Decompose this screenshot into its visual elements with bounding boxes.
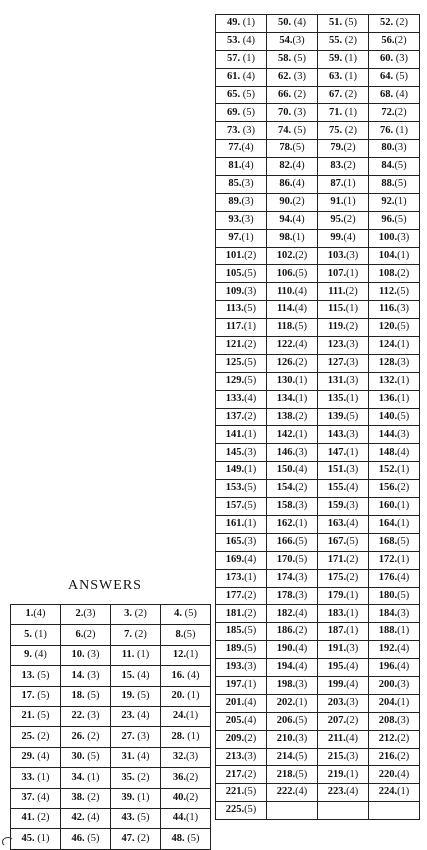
table-row bbox=[216, 140, 420, 158]
answer-cell: 43. (5) bbox=[111, 808, 161, 828]
answer-cell: 22. (3) bbox=[61, 706, 111, 726]
answer-table-right bbox=[215, 14, 420, 820]
table-row bbox=[216, 515, 420, 533]
answer-cell: 207.(2) bbox=[318, 712, 369, 730]
answer-cell: 79.(2) bbox=[318, 140, 369, 158]
table-row bbox=[11, 747, 211, 767]
answer-cell: 64. (5) bbox=[369, 68, 420, 86]
answer-cell: 162.(1) bbox=[267, 515, 318, 533]
answer-cell: 16. (4) bbox=[161, 666, 211, 686]
answer-cell: 176.(4) bbox=[369, 569, 420, 587]
answer-cell: 103.(3) bbox=[318, 247, 369, 265]
answer-cell: 152.(1) bbox=[369, 462, 420, 480]
answer-cell: 19. (5) bbox=[111, 686, 161, 706]
answer-cell: 99.(4) bbox=[318, 229, 369, 247]
table-row bbox=[216, 158, 420, 176]
answer-cell: 181.(2) bbox=[216, 605, 267, 623]
answer-cell: 4. (5) bbox=[161, 605, 211, 625]
table-row bbox=[216, 301, 420, 319]
answer-cell: 86.(4) bbox=[267, 176, 318, 194]
table-row bbox=[216, 569, 420, 587]
answer-cell: 193.(3) bbox=[216, 659, 267, 677]
answer-cell: 70. (3) bbox=[267, 104, 318, 122]
answer-cell: 6.(2) bbox=[61, 625, 111, 645]
answer-cell: 10. (3) bbox=[61, 645, 111, 665]
table-row bbox=[216, 86, 420, 104]
answer-cell: 50. (4) bbox=[267, 15, 318, 33]
answer-cell: 35. (2) bbox=[111, 768, 161, 788]
table-row bbox=[216, 247, 420, 265]
answer-cell: 218.(5) bbox=[267, 766, 318, 784]
answer-cell: 165.(3) bbox=[216, 533, 267, 551]
answer-cell: 85.(3) bbox=[216, 176, 267, 194]
answer-cell: 214.(5) bbox=[267, 748, 318, 766]
answer-cell: 117.(1) bbox=[216, 319, 267, 337]
answer-cell: 180.(5) bbox=[369, 587, 420, 605]
answer-cell: 38. (2) bbox=[61, 788, 111, 808]
answer-cell: 69. (5) bbox=[216, 104, 267, 122]
answer-cell: 154.(2) bbox=[267, 480, 318, 498]
answer-cell: 145.(3) bbox=[216, 444, 267, 462]
table-row bbox=[216, 676, 420, 694]
answer-cell: 34. (1) bbox=[61, 768, 111, 788]
answer-cell: 59. (1) bbox=[318, 50, 369, 68]
answer-cell: 26. (2) bbox=[61, 727, 111, 747]
answer-cell: 23. (4) bbox=[111, 706, 161, 726]
answer-cell: 17. (5) bbox=[11, 686, 61, 706]
answer-cell: 157.(5) bbox=[216, 498, 267, 516]
table-row bbox=[216, 176, 420, 194]
answer-cell: 11. (1) bbox=[111, 645, 161, 665]
answer-cell: 29. (4) bbox=[11, 747, 61, 767]
answer-cell: 178.(3) bbox=[267, 587, 318, 605]
answer-cell: 1.(4) bbox=[11, 605, 61, 625]
answer-cell: 94.(4) bbox=[267, 211, 318, 229]
answer-cell: 121.(2) bbox=[216, 337, 267, 355]
answer-cell: 126.(2) bbox=[267, 354, 318, 372]
answer-cell: 196.(4) bbox=[369, 659, 420, 677]
answer-cell: 116.(3) bbox=[369, 301, 420, 319]
answer-cell: 40.(2) bbox=[161, 788, 211, 808]
answer-cell: 149.(1) bbox=[216, 462, 267, 480]
table-row bbox=[216, 694, 420, 712]
answer-cell: 153.(5) bbox=[216, 480, 267, 498]
answer-cell: 186.(2) bbox=[267, 623, 318, 641]
answer-cell: 195.(4) bbox=[318, 659, 369, 677]
answer-cell: 39. (1) bbox=[111, 788, 161, 808]
answer-cell: 206.(5) bbox=[267, 712, 318, 730]
answer-cell: 213.(3) bbox=[216, 748, 267, 766]
answer-cell: 155.(4) bbox=[318, 480, 369, 498]
table-row bbox=[216, 462, 420, 480]
answer-cell: 65. (5) bbox=[216, 86, 267, 104]
table-row bbox=[216, 122, 420, 140]
answer-cell: 125.(5) bbox=[216, 354, 267, 372]
table-row bbox=[216, 283, 420, 301]
answer-cell: 118.(5) bbox=[267, 319, 318, 337]
answer-cell: 44.(1) bbox=[161, 808, 211, 828]
answer-cell: 119.(2) bbox=[318, 319, 369, 337]
answer-cell: 92.(1) bbox=[369, 193, 420, 211]
answer-cell: 15. (4) bbox=[111, 666, 161, 686]
answer-cell: 217.(2) bbox=[216, 766, 267, 784]
answer-cell: 170.(5) bbox=[267, 551, 318, 569]
answer-cell: 82.(4) bbox=[267, 158, 318, 176]
answer-cell: 102.(2) bbox=[267, 247, 318, 265]
table-row bbox=[216, 480, 420, 498]
answer-cell: 150.(4) bbox=[267, 462, 318, 480]
table-row bbox=[216, 605, 420, 623]
answer-cell: 108.(2) bbox=[369, 265, 420, 283]
answer-cell: 46. (5) bbox=[61, 829, 111, 849]
answer-cell: 171.(2) bbox=[318, 551, 369, 569]
table-row bbox=[11, 829, 211, 849]
answer-cell: 166.(5) bbox=[267, 533, 318, 551]
table-row bbox=[216, 193, 420, 211]
answer-cell: 205.(4) bbox=[216, 712, 267, 730]
answer-cell: 62. (3) bbox=[267, 68, 318, 86]
answer-cell: 199.(4) bbox=[318, 676, 369, 694]
answer-cell: 71. (1) bbox=[318, 104, 369, 122]
table-row bbox=[216, 229, 420, 247]
table-row bbox=[216, 802, 420, 820]
answer-cell: 122.(4) bbox=[267, 337, 318, 355]
answer-cell: 13. (5) bbox=[11, 666, 61, 686]
answer-cell: 58. (5) bbox=[267, 50, 318, 68]
answer-cell: 81.(4) bbox=[216, 158, 267, 176]
answer-cell: 24.(1) bbox=[161, 706, 211, 726]
table-row bbox=[216, 337, 420, 355]
answer-cell: 164.(1) bbox=[369, 515, 420, 533]
answer-cell: 202.(1) bbox=[267, 694, 318, 712]
answer-cell: 90.(2) bbox=[267, 193, 318, 211]
answer-cell: 77.(4) bbox=[216, 140, 267, 158]
table-row bbox=[11, 768, 211, 788]
answer-cell: 184.(3) bbox=[369, 605, 420, 623]
table-row bbox=[216, 32, 420, 50]
answer-cell: 113.(5) bbox=[216, 301, 267, 319]
answer-cell: 132.(1) bbox=[369, 372, 420, 390]
answer-cell: 21. (5) bbox=[11, 706, 61, 726]
answer-cell: 95.(2) bbox=[318, 211, 369, 229]
table-row bbox=[216, 319, 420, 337]
answer-cell: 142.(1) bbox=[267, 426, 318, 444]
answer-cell: 31. (4) bbox=[111, 747, 161, 767]
answer-cell: 68. (4) bbox=[369, 86, 420, 104]
answer-cell: 135.(1) bbox=[318, 390, 369, 408]
answer-cell: 187.(1) bbox=[318, 623, 369, 641]
answer-cell: 216.(2) bbox=[369, 748, 420, 766]
answer-cell: 211.(4) bbox=[318, 730, 369, 748]
answer-cell: 91.(1) bbox=[318, 193, 369, 211]
answer-cell: 55. (2) bbox=[318, 32, 369, 50]
table-row bbox=[216, 50, 420, 68]
answer-cell: 42. (4) bbox=[61, 808, 111, 828]
answer-cell: 137.(2) bbox=[216, 408, 267, 426]
answer-cell: 36.(2) bbox=[161, 768, 211, 788]
answer-cell: 133.(4) bbox=[216, 390, 267, 408]
answer-cell: 63. (1) bbox=[318, 68, 369, 86]
answer-cell: 49. (1) bbox=[216, 15, 267, 33]
answer-cell: 51. (5) bbox=[318, 15, 369, 33]
answer-cell: 168.(5) bbox=[369, 533, 420, 551]
answer-cell: 33. (1) bbox=[11, 768, 61, 788]
answer-cell: 18. (5) bbox=[61, 686, 111, 706]
table-row bbox=[216, 408, 420, 426]
answer-cell: 203.(3) bbox=[318, 694, 369, 712]
answer-cell: 182.(4) bbox=[267, 605, 318, 623]
answer-cell: 192.(4) bbox=[369, 641, 420, 659]
answer-cell: 105.(5) bbox=[216, 265, 267, 283]
answer-cell: 189.(5) bbox=[216, 641, 267, 659]
answer-cell: 96.(5) bbox=[369, 211, 420, 229]
answer-table-left bbox=[10, 604, 211, 850]
answer-cell: 78.(5) bbox=[267, 140, 318, 158]
answer-cell: 151.(3) bbox=[318, 462, 369, 480]
answer-cell: 41. (2) bbox=[11, 808, 61, 828]
answer-cell: 37. (4) bbox=[11, 788, 61, 808]
answer-cell: 169.(4) bbox=[216, 551, 267, 569]
table-row bbox=[216, 766, 420, 784]
answer-cell: 74. (5) bbox=[267, 122, 318, 140]
answer-cell: 177.(2) bbox=[216, 587, 267, 605]
answer-cell: 225.(5) bbox=[216, 802, 267, 820]
answer-cell: 45. (1) bbox=[11, 829, 61, 849]
answer-cell: 136.(1) bbox=[369, 390, 420, 408]
answer-cell: 67. (2) bbox=[318, 86, 369, 104]
answer-cell: 130.(1) bbox=[267, 372, 318, 390]
answer-cell: 188.(1) bbox=[369, 623, 420, 641]
answer-cell: 200.(3) bbox=[369, 676, 420, 694]
answer-cell: 140.(5) bbox=[369, 408, 420, 426]
answer-cell: 197.(1) bbox=[216, 676, 267, 694]
table-row bbox=[216, 784, 420, 802]
table-row bbox=[216, 659, 420, 677]
answer-cell: 2.(3) bbox=[61, 605, 111, 625]
answer-cell: 9. (4) bbox=[11, 645, 61, 665]
table-row bbox=[216, 211, 420, 229]
answer-cell: 160.(1) bbox=[369, 498, 420, 516]
table-row bbox=[11, 808, 211, 828]
table-row bbox=[216, 730, 420, 748]
table-row bbox=[216, 68, 420, 86]
answer-cell: 66. (2) bbox=[267, 86, 318, 104]
answer-cell: 190.(4) bbox=[267, 641, 318, 659]
answer-cell: 124.(1) bbox=[369, 337, 420, 355]
answer-cell: 139.(5) bbox=[318, 408, 369, 426]
answer-cell: 224.(1) bbox=[369, 784, 420, 802]
answer-cell: 98.(1) bbox=[267, 229, 318, 247]
answer-cell: 138.(2) bbox=[267, 408, 318, 426]
answer-cell: 175.(2) bbox=[318, 569, 369, 587]
answer-cell: 100.(3) bbox=[369, 229, 420, 247]
answer-cell: 143.(3) bbox=[318, 426, 369, 444]
answer-cell: 215.(3) bbox=[318, 748, 369, 766]
answer-cell: 185.(5) bbox=[216, 623, 267, 641]
answer-cell: 53. (4) bbox=[216, 32, 267, 50]
table-row bbox=[216, 748, 420, 766]
answer-cell: 127.(3) bbox=[318, 354, 369, 372]
answer-cell: 158.(3) bbox=[267, 498, 318, 516]
answer-cell: 112.(5) bbox=[369, 283, 420, 301]
answer-cell: 210.(3) bbox=[267, 730, 318, 748]
answer-cell: 87.(1) bbox=[318, 176, 369, 194]
answer-cell: 131.(3) bbox=[318, 372, 369, 390]
table-row bbox=[11, 727, 211, 747]
table-row bbox=[11, 686, 211, 706]
answer-cell: 14. (3) bbox=[61, 666, 111, 686]
table-row bbox=[11, 625, 211, 645]
answer-cell: 20. (1) bbox=[161, 686, 211, 706]
answers-heading: ANSWERS bbox=[68, 578, 142, 593]
answer-cell: 52. (2) bbox=[369, 15, 420, 33]
answer-cell: 123.(3) bbox=[318, 337, 369, 355]
answer-cell: 104.(1) bbox=[369, 247, 420, 265]
table-row bbox=[216, 551, 420, 569]
answer-cell: 222.(4) bbox=[267, 784, 318, 802]
answer-cell: 97.(1) bbox=[216, 229, 267, 247]
answer-cell: 201.(4) bbox=[216, 694, 267, 712]
answer-cell: 30. (5) bbox=[61, 747, 111, 767]
answer-cell bbox=[267, 802, 318, 820]
answer-cell: 12.(1) bbox=[161, 645, 211, 665]
table-row bbox=[216, 15, 420, 33]
answer-cell: 61. (4) bbox=[216, 68, 267, 86]
answer-cell: 72.(2) bbox=[369, 104, 420, 122]
table-row bbox=[216, 390, 420, 408]
answer-cell: 147.(1) bbox=[318, 444, 369, 462]
answer-cell: 83.(2) bbox=[318, 158, 369, 176]
answer-cell: 88.(5) bbox=[369, 176, 420, 194]
answer-cell: 161.(1) bbox=[216, 515, 267, 533]
answer-cell: 114.(4) bbox=[267, 301, 318, 319]
answer-cell: 8.(5) bbox=[161, 625, 211, 645]
answer-cell: 191.(3) bbox=[318, 641, 369, 659]
table-row bbox=[216, 623, 420, 641]
answer-cell: 80.(3) bbox=[369, 140, 420, 158]
answer-cell: 129.(5) bbox=[216, 372, 267, 390]
answer-cell: 115.(1) bbox=[318, 301, 369, 319]
answer-cell: 7. (2) bbox=[111, 625, 161, 645]
answer-cell: 220.(4) bbox=[369, 766, 420, 784]
answer-cell: 84.(5) bbox=[369, 158, 420, 176]
answer-cell: 219.(1) bbox=[318, 766, 369, 784]
table-row bbox=[216, 444, 420, 462]
table-row bbox=[216, 587, 420, 605]
answer-cell: 109.(3) bbox=[216, 283, 267, 301]
page-corner-mark bbox=[2, 837, 14, 847]
answer-cell: 106.(5) bbox=[267, 265, 318, 283]
answer-cell: 101.(2) bbox=[216, 247, 267, 265]
answer-cell: 73. (3) bbox=[216, 122, 267, 140]
answer-cell: 146.(3) bbox=[267, 444, 318, 462]
answer-cell: 5. (1) bbox=[11, 625, 61, 645]
table-row bbox=[216, 641, 420, 659]
answer-cell: 148.(4) bbox=[369, 444, 420, 462]
answer-cell: 48. (5) bbox=[161, 829, 211, 849]
answer-cell: 134.(1) bbox=[267, 390, 318, 408]
answer-cell: 144.(3) bbox=[369, 426, 420, 444]
table-row bbox=[216, 354, 420, 372]
answer-cell: 204.(1) bbox=[369, 694, 420, 712]
answer-cell: 198.(3) bbox=[267, 676, 318, 694]
answer-cell: 25. (2) bbox=[11, 727, 61, 747]
answer-cell: 110.(4) bbox=[267, 283, 318, 301]
answer-cell: 57. (1) bbox=[216, 50, 267, 68]
answer-cell: 89.(3) bbox=[216, 193, 267, 211]
answer-cell: 120.(5) bbox=[369, 319, 420, 337]
table-row bbox=[11, 605, 211, 625]
table-row bbox=[216, 104, 420, 122]
table-row bbox=[216, 533, 420, 551]
answer-cell: 173.(1) bbox=[216, 569, 267, 587]
answer-cell: 163.(4) bbox=[318, 515, 369, 533]
answer-cell: 172.(1) bbox=[369, 551, 420, 569]
answer-cell: 76. (1) bbox=[369, 122, 420, 140]
table-row bbox=[11, 666, 211, 686]
table-row bbox=[11, 788, 211, 808]
answer-cell: 27. (3) bbox=[111, 727, 161, 747]
table-row bbox=[216, 712, 420, 730]
answer-cell: 54.(3) bbox=[267, 32, 318, 50]
answer-cell bbox=[369, 802, 420, 820]
table-row bbox=[216, 372, 420, 390]
answer-cell: 141.(1) bbox=[216, 426, 267, 444]
answer-cell: 3. (2) bbox=[111, 605, 161, 625]
table-row bbox=[11, 706, 211, 726]
answer-cell: 194.(4) bbox=[267, 659, 318, 677]
answer-cell: 75. (2) bbox=[318, 122, 369, 140]
answer-cell bbox=[318, 802, 369, 820]
answer-cell: 223.(4) bbox=[318, 784, 369, 802]
answer-cell: 60. (3) bbox=[369, 50, 420, 68]
answer-cell: 93.(3) bbox=[216, 211, 267, 229]
answer-cell: 167.(5) bbox=[318, 533, 369, 551]
answer-cell: 107.(1) bbox=[318, 265, 369, 283]
answer-cell: 47. (2) bbox=[111, 829, 161, 849]
answer-cell: 208.(3) bbox=[369, 712, 420, 730]
answer-cell: 56.(2) bbox=[369, 32, 420, 50]
answer-cell: 209.(2) bbox=[216, 730, 267, 748]
answer-cell: 212.(2) bbox=[369, 730, 420, 748]
answer-cell: 183.(1) bbox=[318, 605, 369, 623]
answer-cell: 221.(5) bbox=[216, 784, 267, 802]
table-row bbox=[216, 498, 420, 516]
table-row bbox=[216, 265, 420, 283]
answer-cell: 111.(2) bbox=[318, 283, 369, 301]
answer-cell: 174.(3) bbox=[267, 569, 318, 587]
answer-cell: 159.(3) bbox=[318, 498, 369, 516]
answer-cell: 156.(2) bbox=[369, 480, 420, 498]
answer-cell: 179.(1) bbox=[318, 587, 369, 605]
answer-cell: 28. (1) bbox=[161, 727, 211, 747]
table-row bbox=[216, 426, 420, 444]
answer-cell: 32.(3) bbox=[161, 747, 211, 767]
answer-cell: 128.(3) bbox=[369, 354, 420, 372]
table-row bbox=[11, 645, 211, 665]
